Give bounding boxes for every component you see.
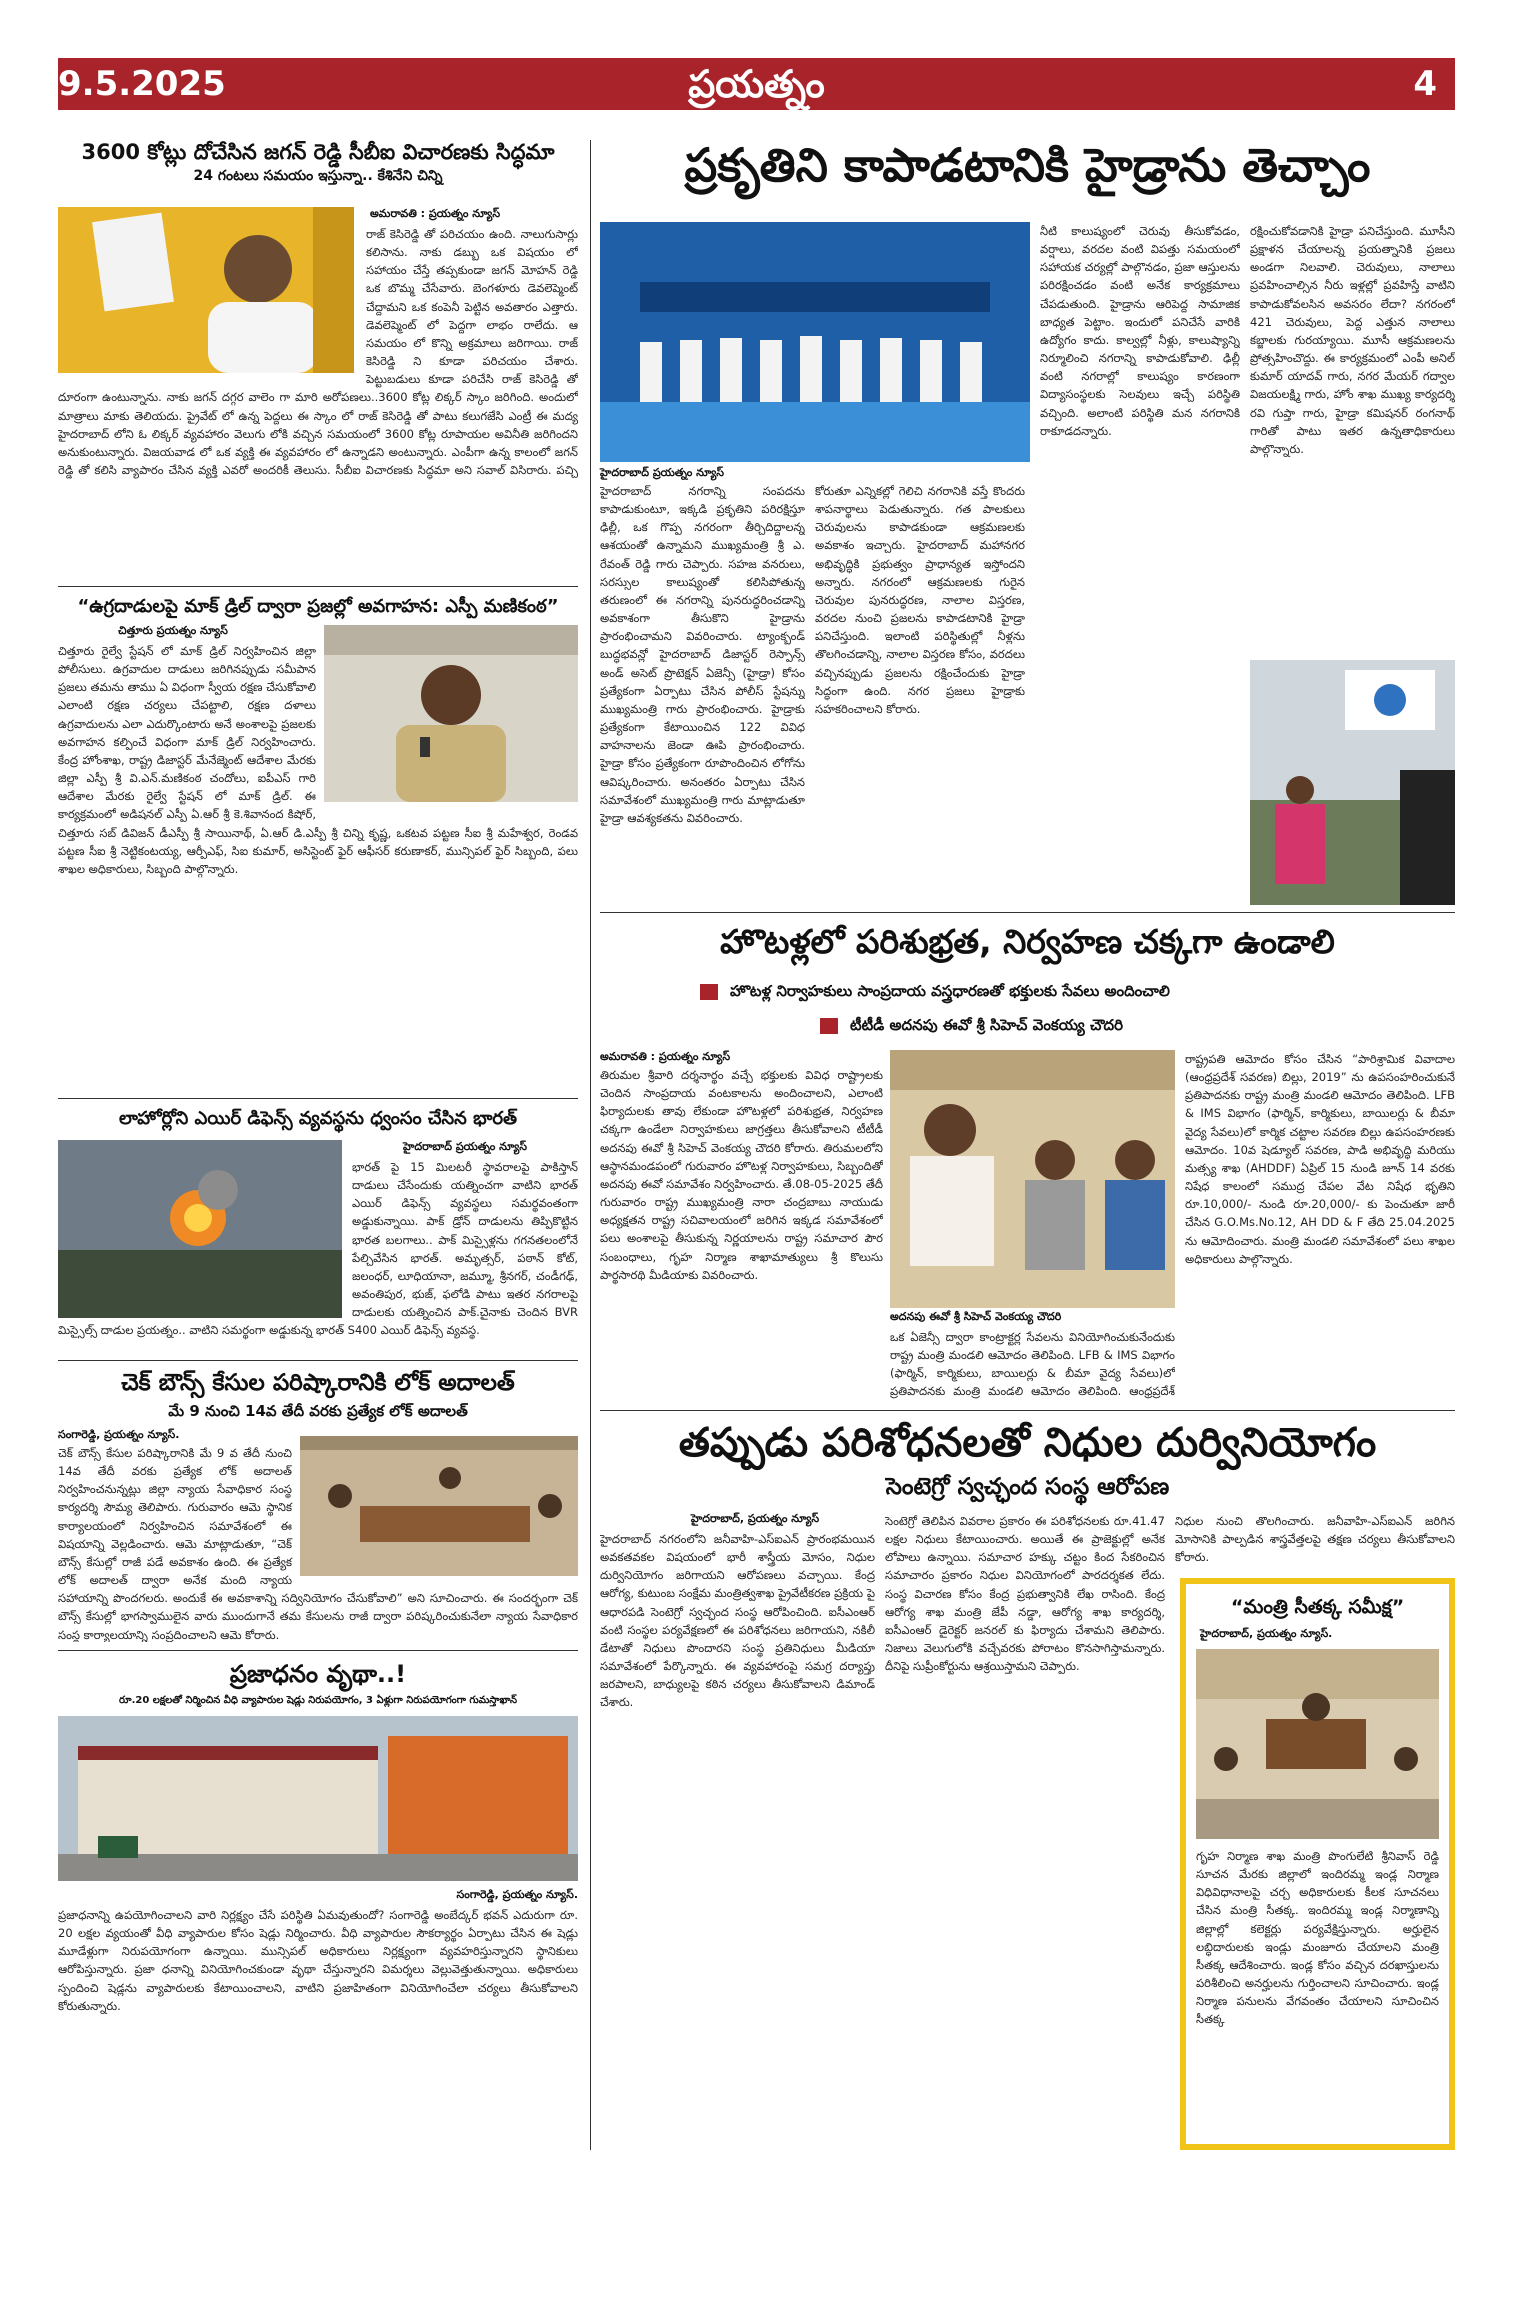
divider: [600, 1410, 1455, 1411]
article2-headline: “ఉగ్రదాడులపై మాక్ డ్రిల్ ద్వారా ప్రజల్లో అవగాహన: ఎస్పీ మణికంఠ”: [77, 596, 559, 617]
article7-bullet-2-text: టీటీడీ అదనపు ఈవో శ్రీ సిహెచ్ వెంకయ్య చౌదరి: [850, 1016, 1124, 1034]
article5-caption: సంగారెడ్డి, ప్రయత్నం న్యూస్.: [456, 1888, 578, 1901]
article4-subhead: మే 9 నుంచి 14వ తేదీ వరకు ప్రత్యేక లోక్ అదాలత్: [168, 1402, 468, 1420]
article7-col2: ఒక ఏజెన్సీ ద్వారా కాంట్రాక్టర్ల సేవలను వినియోగించుకునేందుకు రాష్ట్ర మంత్రి మండలి ఆమోదం తెలిపింది. LFB & IMS విభాగం (ఫార్మిన్, కార్మికులు, బాయిలర్లు & బీమా వైద్య సేవలు)లో ప్రతిపాదనకు మంత్రి మండలి ఆమోదం తెలిపింది. ఆంధ్రప్రదేశ్: [890, 1330, 1175, 1399]
article1-body: [58, 225, 578, 480]
divider: [58, 1360, 578, 1361]
article7-bullet-2: [820, 1016, 1440, 1038]
article3-photo-spacer: [58, 1158, 352, 1320]
divider: [58, 1650, 578, 1651]
article7-photo: [890, 1050, 1175, 1308]
divider: [600, 912, 1455, 913]
article8-col1: హైదరాబాద్ నగరంలోని జనీవాహి-ఎస్ఐఎన్ ప్రారంభమయిన అవకతవకల విషయంలో భారీ శాస్త్రీయ మోసం, నిధుల దుర్వినియోగం జరిగాయని ఆరోపణలు వచ్చాయి. కేంద్ర ఆరోగ్య, కుటుంబ సంక్షేమ మంత్రిత్వశాఖ ప్రైవేటీకరణ ప్రక్రియ పై ఆధారపడి సెంటెగ్రో స్వచ్ఛంద సంస్థ ఆరోపించింది. ఐసీఎంఆర్ వంటి సంస్థల పర్యవేక్షణలో ఈ పరిశోధనలు జరిగాయని, నకిలీ డేటాతో నిధులు పొందారని సంస్థ ప్రతినిధులు మీడియా సమావేశంలో పేర్కొన్నారు. ఈ వ్యవహారంపై సమగ్ర దర్యాప్తు జరపాలని, బాధ్యులపై కఠిన చర్యలు తీసుకోవాలని డిమాండ్ చేశారు.: [600, 1532, 875, 1710]
article8-col2: సెంటెగ్రో తెలిపిన వివరాల ప్రకారం ఈ పరిశోధనలకు రూ.41.47 లక్షల నిధులు కేటాయించారు. అయితే ఈ ప్రాజెక్టుల్లో అనేక లోపాలు ఉన్నాయి. సమాచార హక్కు చట్టం కింద సేకరించిన సమాచారం ప్రకారం నిధుల వినియోగంలో పారదర్శకత లేదు. సంస్థ విచారణ కోసం కేంద్ర ప్రభుత్వానికి లేఖ రాసింది. కేంద్ర ఆరోగ్య శాఖ మంత్రి జేపీ నడ్డా, ఆరోగ్య శాఖ కార్యదర్శి, ఐసీఎంఆర్ డైరెక్టర్ జనరల్ కు ఫిర్యాదు చేశామని తెలిపారు. నిజాలు వెలుగులోకి వచ్చేవరకు పోరాటం కొనసాగిస్తామన్నారు. దీనిపై సుప్రీంకోర్టును ఆశ్రయిస్తామని చెప్పారు.: [885, 1514, 1165, 1674]
article4-body-text: చెక్ బౌన్స్ కేసుల పరిష్కారానికి మే 9 వ తేదీ నుంచి 14వ తేదీ వరకు ప్రత్యేక లోక్ అదాలత్ నిర్వహించనున్నట్లు జిల్లా న్యాయ సేవాధికార సంస్థ కార్యదర్శి సౌమ్య తెలిపారు. గురువారం ఆమె స్థానిక కార్యాలయంలో నిర్వహించిన సమావేశంలో ఈ విషయాన్ని వెల్లడించారు. ఆమె మాట్లాడుతూ, “చెక్ బౌన్స్ కేసుల్లో రాజీ పడే అవకాశం ఉంది. ఈ ప్రత్యేక లోక్ అదాలత్ ద్వారా అనేక మంది న్యాయ సహాయాన్ని పొందగలరు. అందుకే ఈ అవకాశాన్ని సద్వినియోగం చేసుకోవాలి” అని సూచించారు. ఈ సందర్భంగా చెక్ బౌన్స్ కేసుల్లో భాగస్వాములైన వారు ముందుగానే తమ కేసులను రాజీ ద్వారా పరిష్కరించుకునేలా న్యాయ సేవాధికార సంస్థ కార్యాలయాన్ని సంప్రదించాలని ఆమె కోరారు.: [58, 1446, 578, 1642]
article6-col1: హైదరాబాద్ నగరాన్ని సంపదను కాపాడుకుంటూ, ఇక్కడి ప్రకృతిని పరిరక్షిస్తూ ఢిల్లీ, ఒక గొప్ప నగరంగా తీర్చిదిద్దాలన్న ఆశయంతో ఉన్నామని ముఖ్యమంత్రి శ్రీ ఎ. రేవంత్ రెడ్డి గారు చెప్పారు. సహజ వనరులు, సరస్సుల కాలుష్యంతో కలిసిపోతున్న తరుణంలో ఈ నగరాన్ని పునరుద్ధరించడాన్ని అవకాశంగా తీసుకొని హైడ్రాను ప్రారంభించామని వివరించారు. ట్యాంక్బండ్ బుద్ధభవన్లో హైదరాబాద్ డిజాస్టర్ రెస్పాన్స్ అండ్ అసెట్ ప్రొటెక్షన్ ఏజెన్సీ (హైడ్రా) కోసం ప్రత్యేకంగా ఏర్పాటు చేసిన పోలీస్ స్టేషన్ను ముఖ్యమంత్రి గారు ప్రారంభించారు. హైడ్రాకు ప్రత్యేకంగా కేటాయించిన 122 వివిధ వాహనాలను జెండా ఊపి ప్రారంభించారు. హైడ్రా కోసం ప్రత్యేకంగా రూపొందించిన లోగోను ఆవిష్కరించారు. అనంతరం ఏర్పాటు చేసిన సమావేశంలో ముఖ్యమంత్రి గారు మాట్లాడుతూ హైడ్రా ఆవశ్యకతను వివరించారు.: [600, 484, 805, 825]
article9-photo: [1196, 1649, 1439, 1839]
article3-headline: లాహోర్లోని ఎయిర్ డిఫెన్స్ వ్యవస్థను ధ్వంసం చేసిన భారత్: [118, 1108, 518, 1129]
article8-headline: తప్పుడు పరిశోధనలతో నిధుల దుర్వినియోగం: [678, 1420, 1377, 1466]
article1-headline: 3600 కోట్లు దోచేసిన జగన్ రెడ్డి సీబీఐ విచారణకు సిద్ధమా: [81, 140, 555, 164]
article9-headline: “మంత్రి సీతక్క సమీక్ష”: [1230, 1596, 1405, 1618]
article5-body: ప్రజాధనాన్ని ఉపయోగించాలని వారి నిర్లక్ష్యం చేసే పరిస్థితి ఏమవుతుందో? సంగారెడ్డి అంబేద్కర్ భవన్ ఎదురుగా రూ. 20 లక్షల వ్యయంతో వీధి వ్యాపారుల కోసం షెడ్లు నిర్మించారు. వీధి వ్యాపారుల సౌకర్యార్థం ఏర్పాటు చేసిన ఈ షెడ్లు మూడేళ్లుగా నిరుపయోగంగా ఉన్నాయి. మున్సిపల్ అధికారులు నిర్లక్ష్యంగా వ్యవహరిస్తున్నారని స్థానికులు ఆరోపిస్తున్నారు. ప్రజా ధనాన్ని వినియోగించకుండా వృథా చేస్తున్నారని విమర్శలు వెల్లువెత్తుతున్నాయి. అధికారులు స్పందించి షెడ్లను వ్యాపారులకు కేటాయించాలని, వాటిని ప్రజాహితంగా వినియోగించేలా చర్యలు తీసుకోవాలని కోరుతున్నారు.: [58, 1908, 578, 2013]
bullet-square-icon: [820, 1018, 838, 1034]
article8-subhead: సెంటెగ్రో స్వచ్ఛంద సంస్థ ఆరోపణ: [885, 1474, 1170, 1500]
divider: [58, 586, 578, 587]
article3-dateline: హైదరాబాద్ ప్రయత్నం న్యూస్: [403, 1140, 527, 1153]
article2-photo-spacer: [316, 642, 578, 810]
article8-dateline: హైదరాబాద్, ప్రయత్నం న్యూస్: [690, 1512, 820, 1525]
masthead-bar: [58, 58, 1455, 110]
article6-photo: [600, 222, 1030, 462]
bullet-square-icon: [700, 984, 718, 1000]
article6-col4: రక్షించుకోవడానికి హైడ్రా పనిచేస్తుంది. మూసీని ప్రక్షాళన చేయాలన్న ప్రయత్నానికి ప్రజలు అండగా నిలవాలి. చెరువులు, నాలాలు ప్రవహించాల్సిన నీరు ఇళ్లల్లో ప్రవహిస్తే వాటిని కాపాడుకోవలసిన అవసరం లేదా? నగరంలో 421 చెరువులు, పెద్ద ఎత్తున నాలాలు కబ్జాలకు గురయ్యాయి. మూసీ ఆక్రమణలను ప్రోత్సహించొద్దు. ఈ కార్యక్రమంలో ఎంపీ అనిల్ కుమార్ యాదవ్ గారు, నగర మేయర్ గద్వాల విజయలక్ష్మి గారు, హోం శాఖ ముఖ్య కార్యదర్శి రవి గుప్తా గారు, హైడ్రా కమిషనర్ రంగనాథ్ గారితో పాటు ఇతర ఉన్నతాధికారులు పాల్గొన్నారు.: [1250, 224, 1455, 456]
article6-col2: కోరుతూ ఎన్నికల్లో గెలిచి నగరానికి వస్తే కొందరు శాపనార్థాలు పెడుతున్నారు. గత పాలకులు చెరువులను కాపాడకుండా ఆక్రమణలకు అవకాశం ఇచ్చారు. హైదరాబాద్ మహానగర అభివృద్ధికి ప్రభుత్వం ప్రాధాన్యత ఇస్తోందని అన్నారు. నగరంలో ఆక్రమణలకు గురైన చెరువుల పునరుద్ధరణ, నాలాల విస్తరణ, వరదల నుంచి ప్రజలను కాపాడటానికి హైడ్రా పనిచేస్తుంది. ఇలాంటి పరిస్థితుల్లో నీళ్లను తొలగించడాన్ని, నాలాల విస్తరణ కోసం, వరదలు వచ్చినప్పుడు ప్రజలను రక్షించేందుకు హైడ్రా సిద్ధంగా ఉంది. నగర ప్రజలు హైడ్రాకు సహకరించాలని కోరారు.: [815, 484, 1025, 716]
article9-box: [1180, 1578, 1455, 2150]
divider: [58, 1098, 578, 1099]
article7-col3: రాష్ట్రపతి ఆమోదం కోసం చేసిన “పారిశ్రామిక వివాదాల (ఆంధ్రప్రదేశ్ సవరణ) బిల్లు, 2019” ను ఉపసంహరించుకునే ప్రతిపాదనకు రాష్ట్ర మంత్రి మండలి ఆమోదం తెలిపింది. LFB & IMS విభాగం (ఫార్మిన్, కార్మికులు, బాయిలర్లు & బీమా వైద్య సేవలు)లో కార్మిక చట్టాల సవరణ బిల్లు ఉపసంహరణకు ఆమోదం. 10వ షెడ్యూల్ సవరణ, పాడి అభివృద్ధి మరియు మత్స్య శాఖ (AHDDF) ఏప్రిల్ 15 నుండి జూన్ 14 వరకు నిషేధ కాలంలో సముద్ర చేపల వేట నిషేధ భృతిని రూ.10,000/- నుండి రూ.20,000/- కు పెంచుతూ జారీ చేసిన G.O.Ms.No.12, AH DD & F తేది 25.04.2025 ను ఆమోదించారు. మంత్రి మండలి సమావేశంలో పలు శాఖల అధికారులు పాల్గొన్నారు.: [1185, 1052, 1455, 1266]
article3-body: [58, 1158, 578, 1356]
article1-body-text: రాజ్ కెసిరెడ్డి తో పరిచయం ఉంది. నాలుగుసార్లు కలిసాను. నాకు డబ్బు ఒక విషయం లో సహాయం చేస్తే తప్పకుండా జగన్ మోహన్ రెడ్డి ఒక బొమ్మ చేసేవారు. బెంగళూరు డెవలెప్మెంట్ చేద్దామని ఒక కంపెనీ పెట్టిన అవతారం ఎత్తారు. డెవలెప్మెంట్ లో పెద్దగా లాభం రాలేదు. ఆ సమయం లో కొన్ని అక్రమాలు జరిగాయి. రాజ్ కెసిరెడ్డి ని కూడా పరిచయం చేశారు. పెట్టుబడులు కూడా పరిచేసి రాజ్ కెసిరెడ్డి తో దూరంగా ఉంటున్నాను. నాకు జగన్ దగ్గర వాలెం గా మారి అరోపణలు..3600 కోట్ల లిక్కర్ స్కాం జరిగింది. అందులో మాత్రాలు మాకు తెలియదు. ప్రైవేట్ లో ఉన్న పెద్దలు ఈ స్కాం లో రాజ్ కెసిరెడ్డి తో పాటు కలుగజేసి ఎంట్రీ ఈ మద్య హైదరాబాద్ లోని ఓ లిక్కర్ వ్యవహారం వెలుగు లోకి వచ్చిన సమయంలో 3600 కోట్ల రూపాయల అవినీతి జరిగిందని అనుకుంటున్నారు. విజయవాడ లో ఒక వ్యక్తి ఈ వ్యవహారం లో ఉన్నాడని అంటున్నారు. ఎంపీగా ఉన్న కాలంలో జగన్ రెడ్డి తో కలిసి వ్యాపారం చేసిన వ్యక్తి ఎవరో అందరికీ తెలుసు. సీబీఐ విచారణకు సిద్ధమా అని సవాల్ విసిరారు. పచ్చి: [58, 227, 578, 478]
article5-headline: ప్రజాధనం వృథా..!: [229, 1660, 407, 1688]
article9-dateline: హైదరాబాద్, ప్రయత్నం న్యూస్.: [1200, 1627, 1333, 1640]
article6-headline: ప్రకృతిని కాపాడటానికి హైడ్రాను తెచ్చాం: [684, 138, 1371, 192]
article4-dateline: సంగారెడ్డి, ప్రయత్నం న్యూస్.: [58, 1428, 180, 1441]
masthead-date: 9.5.2025: [58, 64, 226, 104]
article4-body: [58, 1444, 578, 1642]
article5-photo: [58, 1716, 578, 1881]
masthead-page-number: 4: [1413, 64, 1437, 104]
article8-col3: నిధుల నుంచి తొలగించారు. జనీవాహి-ఎస్ఐఎన్ జరిగిన మోసానికి పాల్పడిన శాస్త్రవేత్తలపై తక్షణ చర్యలు తీసుకోవాలని కోరారు.: [1175, 1514, 1455, 1565]
article6-flag-photo: [1250, 660, 1455, 905]
article5-subhead: రూ.20 లక్షలతో నిర్మించిన వీధి వ్యాపారుల షెడ్లు నిరుపయోగం, 3 ఏళ్లుగా నిరుపయోగంగా గుమస్తాఖాన్: [118, 1695, 518, 1706]
article2-dateline: చిత్తూరు ప్రయత్నం న్యూస్: [118, 624, 228, 637]
masthead-title: ప్రయత్నం: [688, 62, 825, 106]
article4-photo-spacer: [292, 1444, 578, 1580]
article7-dateline: అమరావతి : ప్రయత్నం న్యూస్: [600, 1050, 731, 1063]
article6-col3: నీటి కాలుష్యంలో చెరువు తీసుకోవడం, వర్షాలు, వరదల వంటి విపత్తు సమయంలో సహాయక చర్యల్లో పాల్గొనడం, ప్రజా ఆస్తులను పరిరక్షించడం వంటి అనేక కార్యక్రమాలు చేపడుతుంది. హైడ్రాను ఆరిపెద్ద సామాజిక బాధ్యత పెట్టాం. ఇందులో పనిచేసే వారికి ఉద్యోగం కాదు. కాల్వల్లో నీళ్లు, కాలుష్యాన్ని నిర్మూలించి నగరాన్ని కాపాడుకోవాలి. ఢిల్లీ వంటి నగరాల్లో కాలుష్యం కారణంగా విద్యాసంస్థలకు సెలవులు ఇచ్చే పరిస్థితి వచ్చింది. అలాంటి పరిస్థితి మన నగరానికి రాకూడదన్నారు.: [1040, 224, 1240, 438]
column-divider: [590, 140, 591, 2150]
article2-body: [58, 642, 578, 1094]
article7-bullet-1-text: హొటళ్ల నిర్వాహకులు సాంప్రదాయ వస్త్రధారణతో భక్తులకు సేవలు అందించాలి: [730, 982, 1170, 1000]
article7-col1: తిరుమల శ్రీవారి దర్శనార్థం వచ్చే భక్తులకు వివిధ రాష్ట్రాలకు చెందిన సాంప్రదాయ వంటకాలను అందించాలని, ఎలాంటి ఫిర్యాదులకు తావు లేకుండా హొటళ్లలో పరిశుభ్రత, నిర్వహణ చక్కగా ఉండేలా నిర్వాహకులు జాగ్రత్తలు తీసుకోవాలని టీటీడీ అదనపు ఈవో శ్రీ సిహెచ్ వెంకయ్య చౌదరి కోరారు. తిరుమలలోని ఆస్థానమండపంలో గురువారం హొటళ్ల నిర్వాహకులు, సిబ్బందితో అదనపు ఈవో సమావేశం నిర్వహించారు. తే.08-05-2025 తేదీ గురువారం రాష్ట్ర ముఖ్యమంత్రి నారా చంద్రబాబు నాయుడు అధ్యక్షతన రాష్ట్ర సచివాలయంలో జరిగిన ఇక్కడ సమావేశంలో పలు అంశాలపై తీసుకున్న నిర్ణయాలను రాష్ట్ర సమాచార పౌర సంబంధాలు, గృహ నిర్మాణ శాఖామాత్యులు శ్రీ కొలుసు పార్థసారథి మీడియాకు వివరించారు.: [600, 1068, 883, 1282]
article2-body-text: చిత్తూరు రైల్వే స్టేషన్ లో మాక్ డ్రిల్ నిర్వహించిన జిల్లా పోలీసులు. ఉగ్రవాదుల దాడులు జరిగినప్పుడు సమీపాన ప్రజలు తమను తాము ఏ విధంగా స్వీయ రక్షణ చేసుకోవాలి ఎలాంటి రక్షణ చర్యలు చేపట్టాలి, రక్షణ దళాలు ఉగ్రవాదులను ఎలా ఎదుర్కొంటారు అనే అంశాలపై ప్రజలకు అవగాహన కల్పించే విధంగా మాక్ డ్రిల్ నిర్వహించారు. కేంద్ర హోంశాఖ, రాష్ట్ర డిజాస్టర్ మేనేజ్మెంట్ ఆదేశాల మేరకు జిల్లా ఎస్పీ శ్రీ వి.ఎన్.మణికంఠ చందోలు, ఐపీఎస్ గారి ఆదేశాల మేరకు రైల్వే స్టేషన్ లో మాక్ డ్రిల్. ఈ కార్యక్రమంలో అడిషనల్ ఎస్పీ ఏ.ఆర్ శ్రీ కె.శివానంద కిషోర్, చిత్తూరు సబ్ డివిజన్ డీఎస్పీ శ్రీ సాయినాథ్, ఏ.ఆర్ డి.ఎస్పీ శ్రీ చిన్ని కృష్ణ, ఒకటవ పట్టణ సీఐ శ్రీ మహేశ్వర, రెండవ పట్టణ సీఐ శ్రీ నెట్టికంటయ్య, ఆర్పీఎఫ్, సిఐ కుమార్, అసిస్టెంట్ ఫైర్ ఆఫీసర్ కరుణాకర్, మున్సిపల్ ఫైర్ సిబ్బంది, పలు శాఖల అధికారులు, సిబ్బంది పాల్గొన్నారు.: [58, 644, 578, 876]
article7-bullet-1: [700, 982, 1440, 1004]
article7-headline: హొటళ్లలో పరిశుభ్రత, నిర్వహణ చక్కగా ఉండాలి: [720, 922, 1335, 961]
article7-photo-caption: అదనపు ఈవో శ్రీ సిహెచ్ వెంకయ్య చౌదరి: [890, 1310, 1062, 1323]
article1-subhead: 24 గంటలు సమయం ఇస్తున్నా.. కేశినేని చిన్ని: [193, 168, 443, 184]
article4-headline: చెక్ బౌన్స్ కేసుల పరిష్కారానికి లోక్ అదాలత్: [121, 1370, 515, 1396]
article3-body-text: భారత్ పై 15 మిలటరీ స్థావరాలపై పాకిస్తాన్ దాడులు చేసేందుకు యత్నించగా వాటిని భారత్ ఎయిర్ డిఫెన్స్ వ్యవస్థలు సమర్థవంతంగా అడ్డుకున్నాయి. పాక్ డ్రోన్ దాడులను తిప్పికొట్టిన భారత బలగాలు.. పాక్ మిస్సైళ్లను గగనతలంలోనే పేల్చివేసిన భారత్. అమృత్సర్, పఠాన్ కోట్, జలంధర్, లూధియానా, జమ్మూ, శ్రీనగర్, చండీగఢ్, అవంతిపుర, భుజ్, ఫలోడి పాటు ఇతర నగరాలపై దాడులకు యత్నించిన పాక్.చైనాకు చెందిన BVR మిస్సైల్స్ దాడుల ప్రయత్నం.. వాటిని సమర్థంగా అడ్డుకున్న భారత్ S400 ఎయిర్ డిఫెన్స్ వ్యవస్థ.: [58, 1160, 578, 1338]
article1-dateline: అమరావతి : ప్రయత్నం న్యూస్: [370, 207, 501, 220]
article9-body: గృహ నిర్మాణ శాఖ మంత్రి పొంగులేటి శ్రీనివాస్ రెడ్డి సూచన మేరకు జిల్లాలో ఇందిరమ్మ ఇండ్ల నిర్మాణ విధివిధానాలపై చర్చ అధికారులకు కీలక సూచనలు చేసిన మంత్రి సీతక్క. ఇందిరమ్మ ఇండ్ల నిర్మాణాన్ని జిల్లాల్లో కలెక్టర్లు పర్యవేక్షిస్తున్నారు. అర్హులైన లబ్ధిదారులకు ఇండ్లు మంజూరు చేయాలని మంత్రి సీతక్క ఆదేశించారు. ఇండ్ల కోసం వచ్చిన దరఖాస్తులను పరిశీలించి అనర్హులను గుర్తించాలని సూచించారు. ఇండ్ల నిర్మాణ పనులను వేగవంతం చేయాలని సూచించిన సీతక్క: [1196, 1849, 1439, 2027]
article1-photo-spacer: [58, 225, 366, 383]
article6-dateline: హైదరాబాద్ ప్రయత్నం న్యూస్: [600, 466, 724, 479]
